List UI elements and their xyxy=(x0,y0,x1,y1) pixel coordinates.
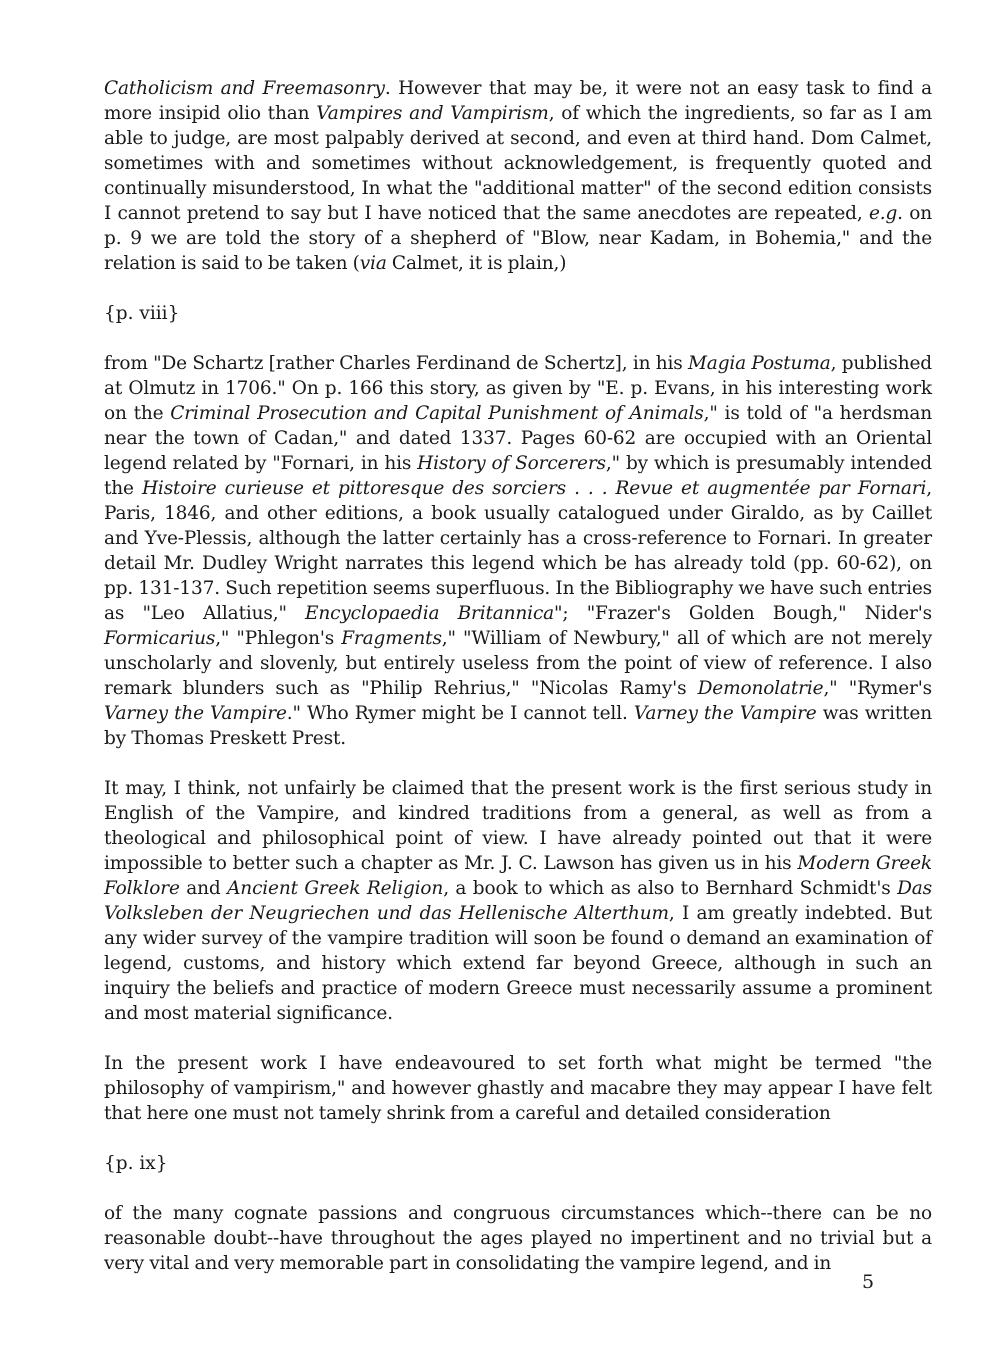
text-segment: ." Who Rymer might be I cannot tell. xyxy=(286,703,634,724)
text-segment: In the present work I have endeavoured to set forth what might be termed "the philosophy of vampirism," and however ghastly and macabre they may appear I have felt that here one must not tamely shrink from a careful and detailed consideration xyxy=(104,1053,932,1124)
text-segment: via xyxy=(359,253,387,274)
text-segment: ," "Phlegon's xyxy=(215,628,342,649)
text-segment: of the many cognate passions and congruous circumstances which--there can be no reasonable doubt--have throughout the ages played no impertinent and no trivial but a very vital and very memorable part in consolidating the vampire legend, and in xyxy=(104,1203,932,1274)
text-segment: Varney the Vampire xyxy=(104,703,287,724)
text-segment: History of Sorcerers xyxy=(417,453,606,474)
text-segment: from "De Schartz [rather Charles Ferdinand de Schertz], in his xyxy=(104,353,689,374)
text-segment: It may, I think, not unfairly be claimed that the present work is the first serious study in English of the Vampire, and kindred traditions from a general, as well as from a theological and philosophical point of view. I have already pointed out that it were impossible to better such a chapter as Mr. J. C. Lawson has given us in his xyxy=(104,778,932,874)
text-segment: , of which the ingredients, so far as I am able to judge, are most palpably derived at second, and even at third hand. Dom Calmet, sometimes with and sometimes without acknowledgement, is frequently quoted and continually misunderstood, In what the "additional matter" of the second edition consists I cannot pretend to say but I have noticed that the same anecdotes are repeated, xyxy=(104,103,932,224)
paragraph-1 xyxy=(104,76,932,276)
text-segment: Fragments xyxy=(341,628,442,649)
text-segment: Ancient Greek Religion xyxy=(227,878,444,899)
page-marker-viii: {p. viii} xyxy=(104,303,180,324)
text-segment: ," "Rymer's xyxy=(823,678,932,699)
text-segment: e.g. xyxy=(868,203,903,224)
text-segment: Das Volksleben der Neugriechen und das Hellenische Alterthum xyxy=(104,878,932,924)
text-segment: Calmet, it is plain,) xyxy=(386,253,567,274)
text-segment: "; "Frazer's Golden Bough," Nider's xyxy=(554,603,932,624)
text-segment: and xyxy=(179,878,228,899)
text-segment: Varney the Vampire xyxy=(633,703,817,724)
text-segment: , I am greatly indebted. But any wider survey of the vampire tradition will soon be found o demand an examination of legend, customs, and history which extend far beyond Greece, although in such an inquiry the beliefs and practice of modern Greece must necessarily assume a prominent and most material significance. xyxy=(104,903,933,1024)
text-segment: Vampires and Vampirism xyxy=(316,103,549,124)
text-segment: Demonolatrie xyxy=(697,678,824,699)
text-segment: ," by which is presumably intended the xyxy=(104,453,932,499)
text-segment: ," "William of Newbury," all of which are not merely unscholarly and slovenly, but entirely useless from the point of view of reference. I also remark blunders such as "Philip Rehrius," "Nicolas Ramy's xyxy=(104,628,932,699)
text-segment: Modern Greek Folklore xyxy=(104,853,932,899)
text-segment: , a book to which as also to Bernhard Schmidt's xyxy=(443,878,898,899)
text-segment: Criminal Prosecution and Capital Punishment of Animals xyxy=(170,403,704,424)
text-segment: Histoire curieuse et pittoresque des sorciers . . . Revue et augmentée par Fornari xyxy=(141,478,927,499)
paragraph-5 xyxy=(104,1201,932,1276)
paragraph-3 xyxy=(104,776,932,1026)
text-segment: Magia Postuma xyxy=(688,353,831,374)
text-segment: . However that may be, it were not an easy task to find a more insipid olio than xyxy=(104,78,932,124)
text-segment: Formicarius xyxy=(104,628,216,649)
text-segment: was written by Thomas Preskett Prest. xyxy=(104,703,932,749)
text-segment: , Paris, 1846, and other editions, a book usually catalogued under Giraldo, as by Caillet and Yve-Plessis, although the latter certainly has a cross-reference to Fornari. In greater detail Mr. Dudley Wright narrates this legend which be has already told (pp. 60-62), on pp. 131-137. Such repetition seems superfluous. In the Bibliography we have such entries as "Leo Allatius," xyxy=(104,478,932,624)
paragraph-2 xyxy=(104,351,932,751)
page-marker-ix: {p. ix} xyxy=(104,1153,168,1174)
text-segment: Catholicism and Freemasonry xyxy=(104,78,385,99)
text-segment: on p. 9 we are told the story of a shepherd of "Blow, near Kadam, in Bohemia," and the relation is said to be taken ( xyxy=(104,203,933,274)
page-body xyxy=(104,76,932,1301)
paragraph-4 xyxy=(104,1051,932,1126)
text-segment: , published at Olmutz in 1706." On p. 166 this story, as given by "E. p. Evans, in his interesting work on the xyxy=(104,353,932,424)
page-number: 5 xyxy=(862,1271,875,1293)
text-segment: ," is told of "a herdsman near the town of Cadan," and dated 1337. Pages 60-62 are occupied with an Oriental legend related by "Fornari, in his xyxy=(104,403,933,474)
text-segment: Encyclopaedia Britannica xyxy=(305,603,555,624)
